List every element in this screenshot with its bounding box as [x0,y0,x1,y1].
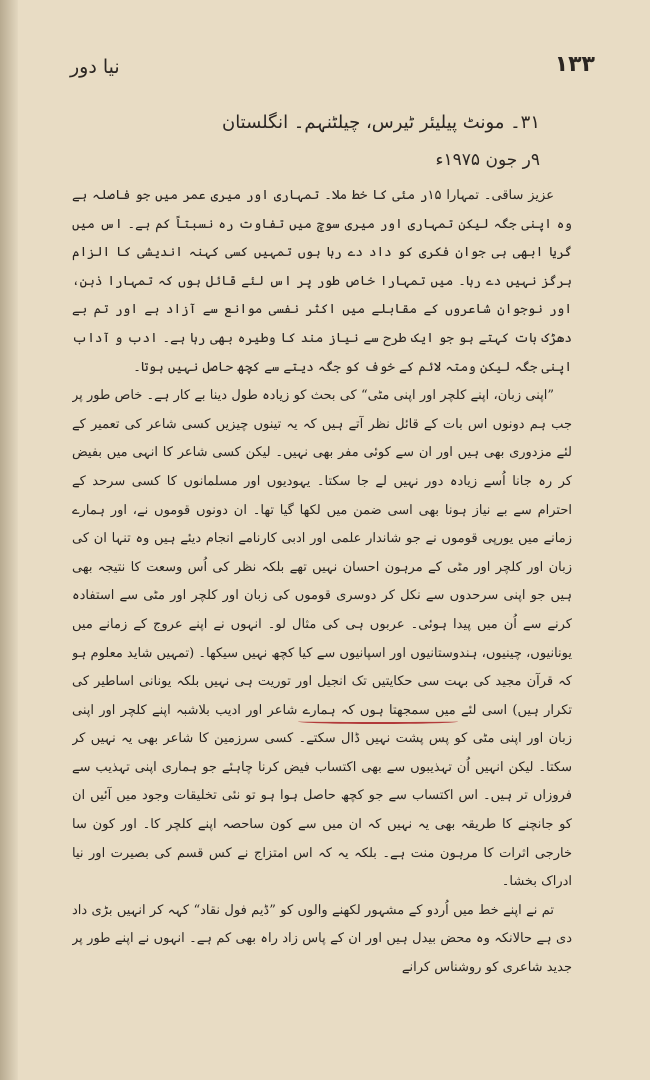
letter-body [72,182,572,1032]
page-shadow-edge [0,0,18,1080]
paragraph: عزیز ساقی۔ تمہارا ۱۵ر مئی کا خط ملا۔ تمہاری اور میری عمر میں جو فاصلہ ہے وہ اپنی جگہ لیکن تمہاری اور میری سوچ میں تفاوت رہ نسبتاً کم ہے۔ اس میں گریا ابھی ہی جوان فکری کو داد دے رہا ہوں تمہیں کسی کہنہ اندیشی کا الزام ہرگز نہیں دے رہا۔ میں تمہارا خاص طور پر اس لئے قائل ہوں کہ تمہارا ذہن، اور نوجوان شاعروں کے مقابلے میں اکثر نفسی موانع سے آزاد ہے اور تم بے دھڑک بات کہتے ہو جو ایک طرح سے نیاز مند کا وطیرہ بھی رہا ہے۔ ادب و آداب اپنی جگہ لیکن ومتہ لائم کے خوف کو جگہ دیتے سے کچھ حاصل نہیں ہوتا۔ [72,188,572,375]
paragraph: تم نے اپنے خط میں اُردو کے مشہور لکھنے والوں کو ”ڈیم فول نقاد“ کہہ کر انہیں بڑی داد دی ہے حالانکہ وہ محض بیدل ہیں اور ان کے پاس زاد راہ بھی کم ہے۔ انہوں نے اپنے طور پر جدید شاعری کو روشناس کرانے [72,902,572,976]
page-number: ۱۳۳ [554,52,595,77]
red-pen-underline [298,719,458,724]
letter-date: ۹ر جون ۱۹۷۵ء [435,150,540,170]
letter-address: ۳۱۔ مونٹ پیلیئر ٹیرس، چیلٹنہم۔ انگلستان [221,112,540,133]
journal-title: نیا دور [70,56,120,78]
page-header [70,52,595,86]
paragraph: ”اپنی زبان، اپنے کلچر اور اپنی مٹی“ کی بحث کو زیادہ طول دینا بے کار ہے۔ خاص طور پر جب ہم دونوں اس بات کے قائل نظر آتے ہیں کہ یہ تینوں چیزیں کسی شاعر کی تعمیر کے لئے مزدوری بھی ہیں اور ان سے کوئی مفر بھی نہیں۔ لیکن کسی شاعر کا انہی میں بفیض کر رہ جانا اُسے زیادہ دور نہیں لے جا سکتا۔ یہودیوں اور مسلمانوں کا کسی سرحد کے احترام سے بے نیاز ہونا بھی اسی ضمن میں لکھا گیا تھا۔ ان دونوں قوموں نے، اور ہمارے زمانے میں یورپی قوموں نے جو شاندار علمی اور ادبی کارنامے انجام دیئے ہیں وہ تنہا ان کی زبان اور کلچر اور مٹی کے مرہون احسان نہیں تھے بلکہ نظر کی اُس وسعت کا نتیجہ بھی ہیں جو اپنی سرحدوں سے نکل کر دوسری قوموں کی زبان اور کلچر اور مٹی سے استفادہ کرنے سے اُن میں پیدا ہوئی۔ عربوں ہی کی مثال لو۔ انہوں نے اپنے عروج کے زمانے میں یونانیوں، چینیوں، ہندوستانیوں اور اسپانیوں سے کیا کچھ نہیں سیکھا۔ (تمہیں شاید معلوم ہو کہ قرآن مجید کی بہت سی حکایتیں تک انجیل اور توریت ہی نہیں بلکہ یونانی اساطیر کی تکرار ہیں) اسی لئے میں سمجھتا ہوں کہ ہمارے شاعر اور ادیب بلاشبہ اپنے کلچر اور اپنی زبان اور اپنی مٹی کو پس پشت نہیں ڈال سکتے۔ کسی سرزمین کا شاعر بھی یہ نہیں کر سکتا۔ لیکن انہیں اُن تہذیبوں سے بھی اکتساب فیض کرنا چاہئے جو ہماری اپنی تہذیب سے فروزاں تر ہیں۔ اس اکتساب سے جو کچھ حاصل ہوا ہو تو نئی تخلیقات وجود میں آئیں ان کو جانچنے کا طریقہ بھی یہ نہیں کہ ان میں سے کون ساحصہ اپنے کلچر کا۔ اور کون سا خارجی اثرات کا مرہون منت ہے۔ بلکہ یہ کہ اس امتزاج نے کس قسم کی بصیرت اور نیا ادراک بخشا۔ [72,388,572,890]
